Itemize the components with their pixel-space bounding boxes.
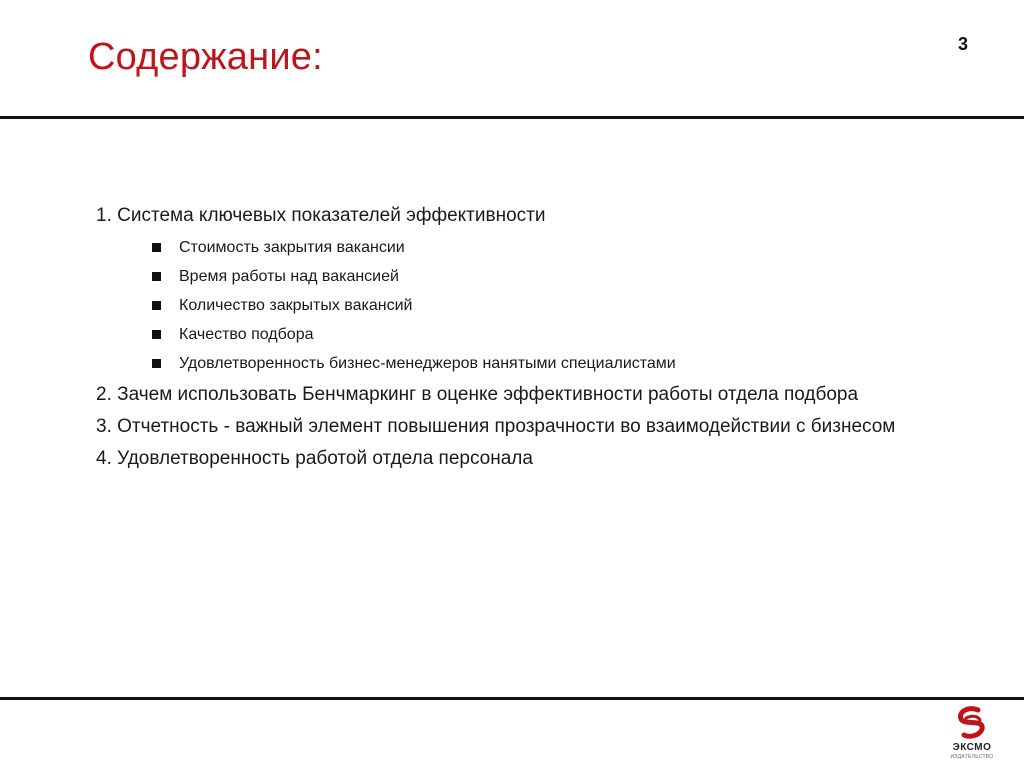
- slide-title: Содержание:: [88, 36, 323, 78]
- subitem-label: Время работы над вакансией: [179, 268, 399, 285]
- contents-item-4: 4. Удовлетворенность работой отдела персонала: [96, 448, 533, 469]
- list-item: [152, 262, 896, 291]
- square-bullet-icon: [152, 243, 161, 252]
- contents-item-1: 1. Система ключевых показателей эффективности: [96, 205, 546, 226]
- top-divider: [0, 116, 1024, 119]
- logo-subtitle: ИЗДАТЕЛЬСТВО: [950, 754, 994, 760]
- list-item: [152, 320, 896, 349]
- square-bullet-icon: [152, 272, 161, 281]
- eksmo-logo: [944, 704, 1000, 762]
- subitem-label: Удовлетворенность бизнес-менеджеров нанятыми специалистами: [179, 355, 676, 372]
- contents-item-3: 3. Отчетность - важный элемент повышения прозрачности во взаимодействии с бизнесом: [96, 416, 896, 437]
- contents-sublist: [96, 233, 896, 378]
- list-item: [152, 349, 896, 378]
- subitem-label: Количество закрытых вакансий: [179, 297, 413, 314]
- page-number: 3: [958, 34, 969, 54]
- eksmo-logo-icon: [944, 704, 1000, 742]
- logo-wordmark: ЭКСМО: [952, 742, 992, 753]
- square-bullet-icon: [152, 301, 161, 310]
- list-item: [152, 291, 896, 320]
- subitem-label: Стоимость закрытия вакансии: [179, 239, 405, 256]
- square-bullet-icon: [152, 330, 161, 339]
- square-bullet-icon: [152, 359, 161, 368]
- contents-list: [96, 203, 896, 478]
- subitem-label: Качество подбора: [179, 326, 314, 343]
- bottom-divider: [0, 697, 1024, 700]
- contents-item-2: 2. Зачем использовать Бенчмаркинг в оценке эффективности работы отдела подбора: [96, 384, 859, 405]
- list-item: [152, 233, 896, 262]
